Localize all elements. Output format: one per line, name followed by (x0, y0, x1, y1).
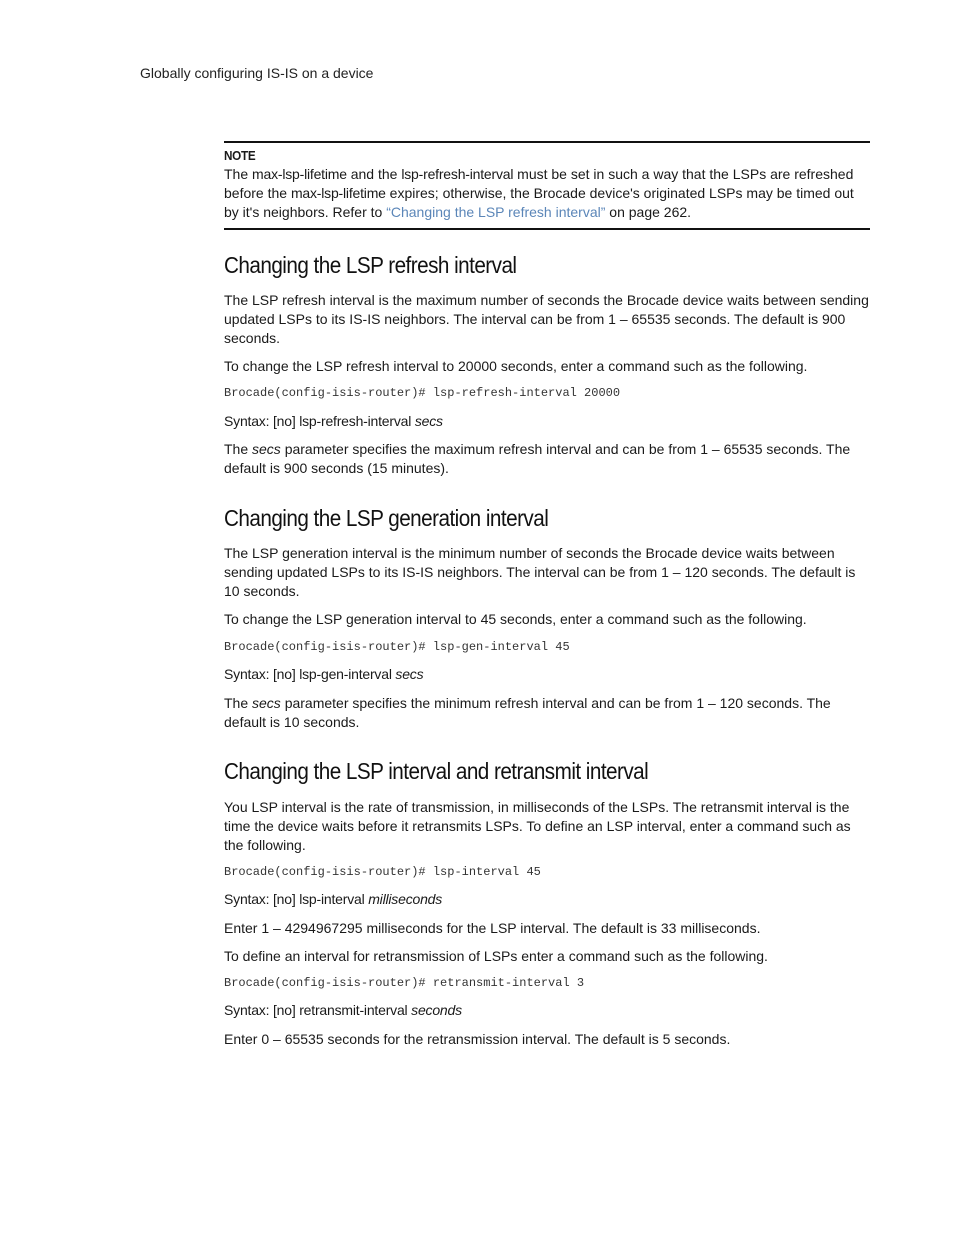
paragraph: The LSP refresh interval is the maximum number of seconds the Brocade device waits between sending updated LSPs to its IS-IS neighbors. The interval can be from 1 – 65535 seconds. The default is 900 seconds. (224, 292, 869, 346)
syntax-param: secs (395, 666, 424, 682)
text-part: parameter specifies the maximum refresh interval and can be from 1 – 65535 seconds. The default is 900 seconds (15 minutes). (224, 441, 851, 476)
section-heading-lsp-refresh: Changing the LSP refresh interval (224, 252, 517, 278)
syntax-param: secs (414, 413, 443, 429)
command-example: Brocade(config-isis-router)# lsp-gen-interval 45 (224, 640, 570, 654)
syntax-prefix: Syntax: [no] lsp-interval (224, 891, 369, 907)
paragraph: You LSP interval is the rate of transmission, in milliseconds of the LSPs. The retransmit interval is the time the device waits before it retransmits LSPs. To define an LSP interval, enter a command such as the following. (224, 799, 851, 853)
section-heading-lsp-generation: Changing the LSP generation interval (224, 505, 549, 531)
paragraph (224, 694, 870, 732)
note-text-part: must be set in such a way that the LSPs are refreshed before the (224, 166, 854, 201)
section-heading-lsp-interval-retransmit: Changing the LSP interval and retransmit interval (224, 758, 649, 784)
note-text-part: The (224, 166, 253, 182)
paragraph: To define an interval for retransmission of LSPs enter a command such as the following. (224, 948, 768, 964)
note-text-part: expires; otherwise, the Brocade device's originated LSPs may be timed out by it's neighbors. Refer to (224, 185, 854, 220)
command-example: Brocade(config-isis-router)# lsp-interval 45 (224, 865, 541, 879)
paragraph: Enter 0 – 65535 seconds for the retransmission interval. The default is 5 seconds. (224, 1031, 731, 1047)
text-part: parameter specifies the minimum refresh interval and can be from 1 – 120 seconds. The default is 10 seconds. (224, 695, 831, 730)
syntax-line (224, 413, 870, 429)
syntax-line (224, 891, 870, 907)
text-part: The (224, 441, 253, 457)
note-box (224, 141, 870, 230)
command-example: Brocade(config-isis-router)# lsp-refresh-interval 20000 (224, 386, 621, 400)
note-text-part: and the (346, 166, 402, 182)
note-keyword-lsp-refresh-interval: lsp-refresh-interval (401, 166, 514, 182)
syntax-param: seconds (411, 1002, 462, 1018)
text-part: The (224, 695, 253, 711)
paragraph: The LSP generation interval is the minimum number of seconds the Brocade device waits between sending updated LSPs to its IS-IS neighbors. The interval can be from 1 – 120 seconds. The default is 10 seconds. (224, 545, 856, 599)
note-text-part: on page 262. (605, 204, 692, 220)
syntax-line (224, 1002, 870, 1018)
note-keyword-max-lsp-lifetime: max-lsp-lifetime (252, 166, 347, 182)
param-name: secs (252, 695, 281, 711)
syntax-line (224, 666, 870, 682)
paragraph: To change the LSP generation interval to 45 seconds, enter a command such as the following. (224, 611, 807, 627)
note-keyword-max-lsp-lifetime: max-lsp-lifetime (290, 185, 386, 201)
syntax-prefix: Syntax: [no] retransmit-interval (224, 1002, 412, 1018)
cross-reference-link[interactable]: “Changing the LSP refresh interval” (386, 204, 606, 220)
running-header: Globally configuring IS-IS on a device (140, 65, 374, 81)
command-example: Brocade(config-isis-router)# retransmit-interval 3 (224, 976, 585, 990)
syntax-param: milliseconds (368, 891, 443, 907)
syntax-prefix: Syntax: [no] lsp-refresh-interval (224, 413, 415, 429)
param-name: secs (252, 441, 281, 457)
paragraph: To change the LSP refresh interval to 20000 seconds, enter a command such as the following. (224, 358, 808, 374)
note-text (224, 165, 870, 222)
note-label: NOTE (224, 148, 256, 163)
paragraph: Enter 1 – 4294967295 milliseconds for the LSP interval. The default is 33 milliseconds. (224, 920, 761, 936)
paragraph (224, 440, 870, 478)
syntax-prefix: Syntax: [no] lsp-gen-interval (224, 666, 396, 682)
